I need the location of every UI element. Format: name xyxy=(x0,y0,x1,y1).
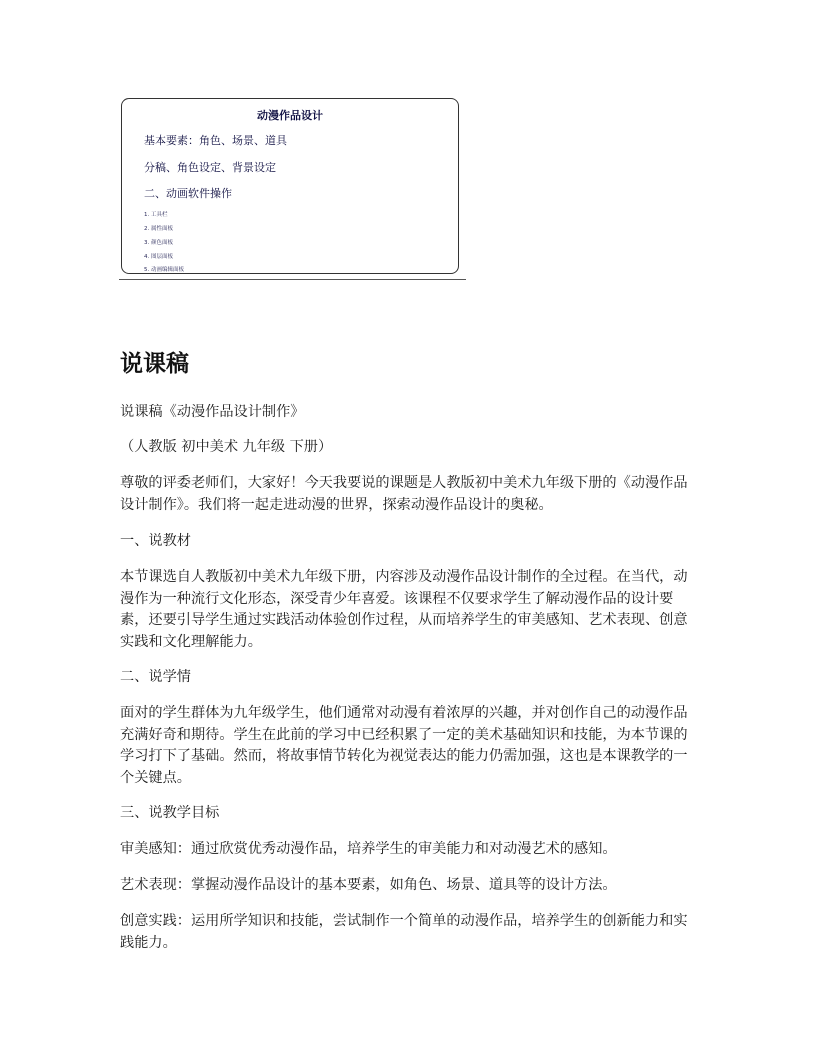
slide-line-settings: 分稿、角色设定、背景设定 xyxy=(144,161,276,174)
edition-line: （人教版 初中美术 九年级 下册） xyxy=(120,439,333,455)
slide-item-animation: 5. 动画编辑面板 xyxy=(144,267,184,273)
slide-item-layers: 4. 图层面板 xyxy=(144,254,173,260)
section2-body: 面对的学生群体为九年级学生，他们通常对动漫有着浓厚的兴趣，并对创作自己的动漫作品充满好奇和期待。学生在此前的学习中已经积累了一定的美术基础知识和技能，为本节课的学习打下了基础。然而，将故事情节转化为视觉表达的能力仍需加强，这也是本课教学的一个关键点。 xyxy=(120,705,688,786)
goal-practice: 创意实践：运用所学知识和技能，尝试制作一个简单的动漫作品，培养学生的创新能力和实践能力。 xyxy=(120,913,688,951)
section3-heading: 三、说教学目标 xyxy=(120,805,220,821)
slide-item-toolbar: 1. 工具栏 xyxy=(144,212,168,218)
document-subtitle: 说课稿《动漫作品设计制作》 xyxy=(120,404,305,420)
intro-paragraph: 尊敬的评委老师们，大家好！今天我要说的课题是人教版初中美术九年级下册的《动漫作品设计制作》。我们将一起走进动漫的世界，探索动漫作品设计的奥秘。 xyxy=(120,475,688,513)
slide-item-properties: 2. 属性面板 xyxy=(144,226,173,232)
document-title: 说课稿 xyxy=(120,351,189,377)
slide-line-elements: 基本要素：角色、场景、道具 xyxy=(144,134,287,147)
slide-image xyxy=(121,98,459,274)
section1-body: 本节课选自人教版初中美术九年级下册，内容涉及动漫作品设计制作的全过程。在当代，动漫作为一种流行文化形态，深受青少年喜爱。该课程不仅要求学生了解动漫作品的设计要素，还要引导学生通过实践活动体验创作过程，从而培养学生的审美感知、艺术表现、创意实践和文化理解能力。 xyxy=(120,569,688,650)
goal-aesthetic: 审美感知：通过欣赏优秀动漫作品，培养学生的审美能力和对动漫艺术的感知。 xyxy=(120,841,617,857)
slide-item-color: 3. 颜色面板 xyxy=(144,240,173,246)
goal-expression: 艺术表现：掌握动漫作品设计的基本要素，如角色、场景、道具等的设计方法。 xyxy=(120,877,617,893)
section2-heading: 二、说学情 xyxy=(120,669,191,685)
slide-line-software: 二、动画软件操作 xyxy=(144,187,232,200)
slide-divider xyxy=(119,279,466,280)
section1-heading: 一、说教材 xyxy=(120,533,191,549)
slide-title: 动漫作品设计 xyxy=(257,109,323,122)
